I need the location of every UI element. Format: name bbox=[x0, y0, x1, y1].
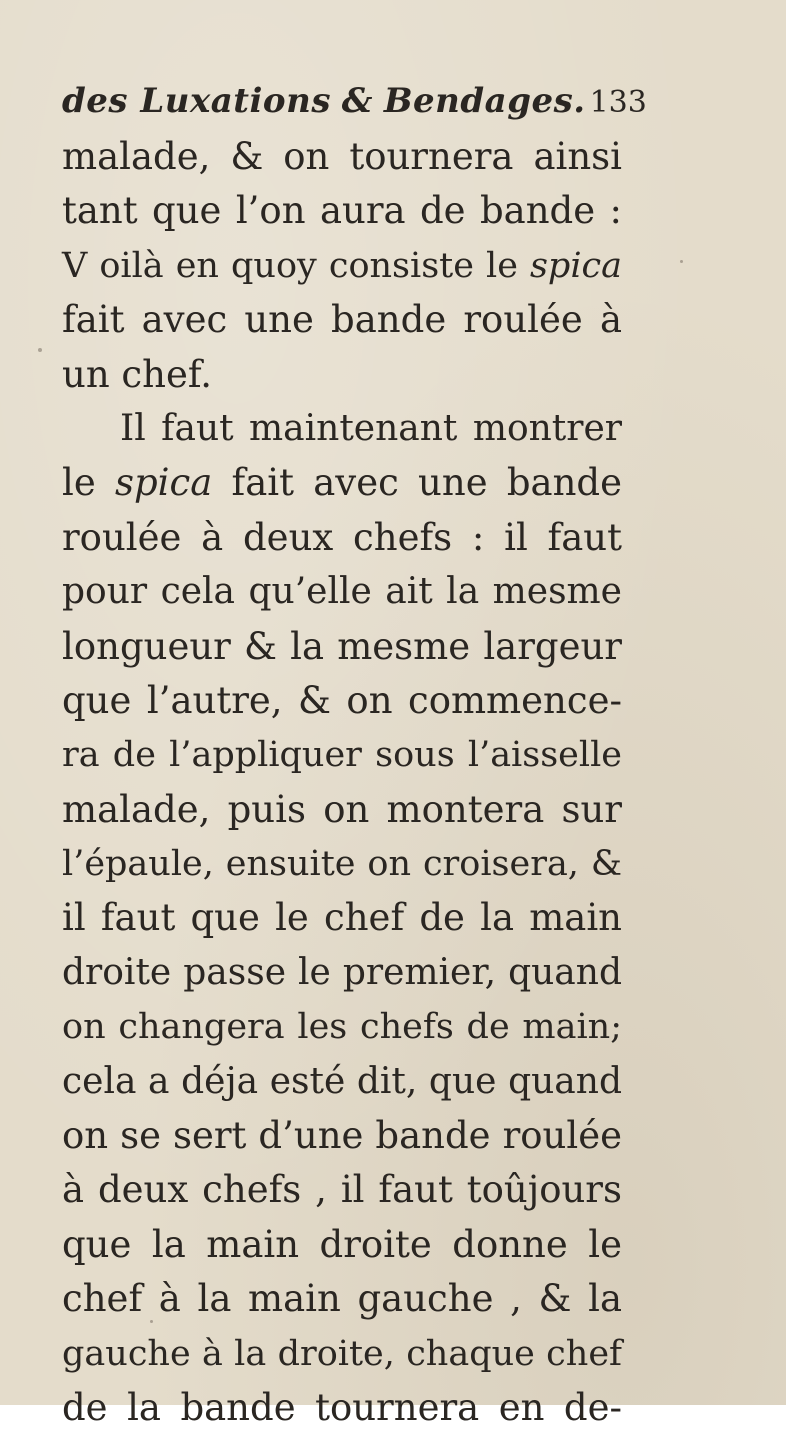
text-line: fait avec une bande roulée à bbox=[62, 298, 622, 342]
paper-speck bbox=[150, 1320, 153, 1323]
text-line: l’épaule, ensuite on croisera, & bbox=[62, 844, 622, 885]
text-line: longueur & la mesme largeur bbox=[62, 624, 622, 668]
paper-speck bbox=[100, 1250, 102, 1252]
running-head-title-1: des Luxations bbox=[62, 81, 331, 121]
page-margin bbox=[786, 0, 800, 1405]
text-line: gauche à la droite, chaque chef bbox=[62, 1333, 622, 1374]
running-head bbox=[62, 72, 647, 130]
paper-speck bbox=[38, 348, 42, 352]
text-line: que l’autre, & on commence- bbox=[62, 678, 622, 722]
text-line: pour cela qu’elle ait la mesme bbox=[62, 571, 622, 613]
page-text bbox=[62, 72, 647, 1435]
text-span: V oilà en quoy consiste le bbox=[62, 245, 518, 286]
text-line: roulée à deux chefs : il faut bbox=[62, 515, 622, 559]
text-line: on changera les chefs de main; bbox=[62, 1007, 622, 1048]
text-line: on se sert d’une bande roulée bbox=[62, 1114, 622, 1158]
text-line: malade, puis on montera sur bbox=[62, 787, 622, 831]
text-line: à deux chefs , il faut toûjours bbox=[62, 1168, 622, 1212]
text-line bbox=[62, 456, 622, 510]
italic-word: spica bbox=[529, 245, 622, 286]
text-line: chef à la main gauche , & la bbox=[62, 1277, 622, 1321]
text-line: un chef. bbox=[62, 352, 213, 396]
running-head-ampersand: & bbox=[341, 81, 373, 121]
text-line: Il faut maintenant montrer bbox=[120, 407, 622, 449]
text-line: il faut que le chef de la main bbox=[62, 896, 622, 940]
paper-speck bbox=[680, 260, 683, 263]
text-line: malade, & on tournera ainsi bbox=[62, 135, 622, 178]
text-line: droite passe le premier, quand bbox=[62, 951, 622, 993]
text-span: fait avec une bande bbox=[231, 461, 623, 505]
italic-word: spica bbox=[114, 461, 213, 505]
text-line: ra de l’appliquer sous l’aisselle bbox=[62, 735, 622, 776]
page-number: 133 bbox=[589, 85, 647, 120]
running-head-title-2: Bendages. bbox=[383, 81, 586, 121]
text-line bbox=[62, 239, 622, 293]
text-line: de la bande tournera en de- bbox=[62, 1385, 622, 1429]
text-line: tant que l’on aura de bande : bbox=[62, 189, 622, 233]
text-line: que la main droite donne le bbox=[62, 1222, 622, 1266]
text-line: cela a déja esté dit, que quand bbox=[62, 1060, 622, 1102]
text-span: le bbox=[62, 461, 96, 505]
